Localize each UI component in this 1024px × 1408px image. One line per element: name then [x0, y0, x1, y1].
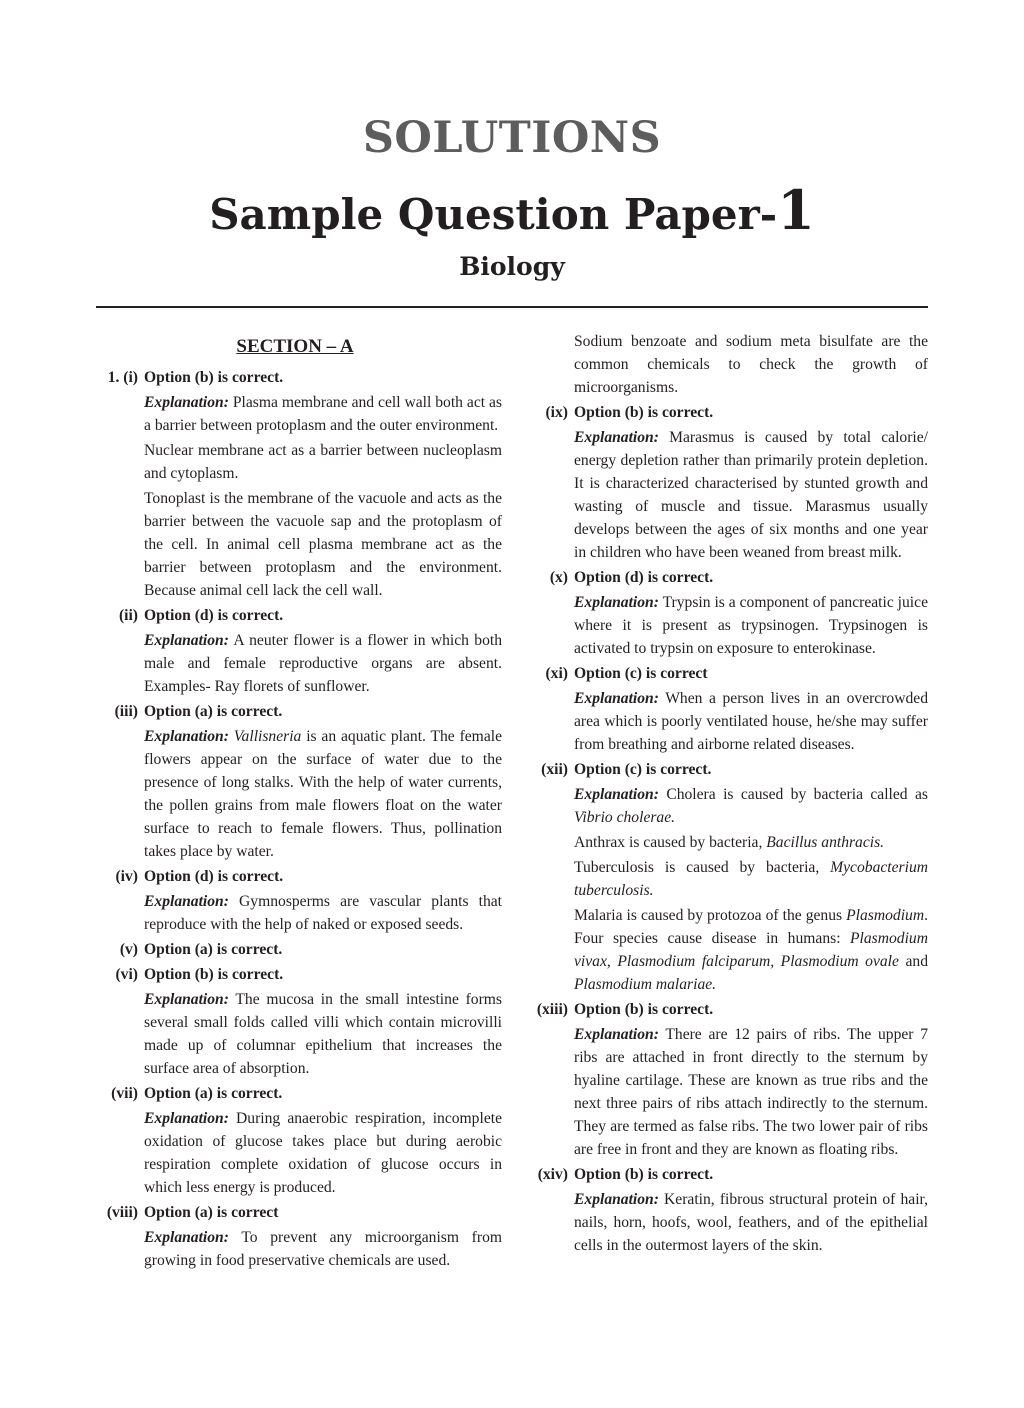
item-label: (x): [549, 569, 568, 586]
explanation-text: The mucosa in the small intestine forms several small folds called villi which contain microvilli made up of columnar epithelium that increases the surface area of absorption.: [144, 991, 502, 1077]
item-option: Option (c) is correct.: [574, 761, 712, 778]
item-label: (ix): [545, 404, 568, 421]
explanation-text: is an aquatic plant. The female flowers appear on the surface of water due to the presence of long stalks. With the help of water currents, the pollen grains from male flowers float on the water surface to reach to female flowers. Thus, pollination takes place by water.: [144, 728, 502, 860]
item-label: (viii): [106, 1204, 138, 1221]
item-label: (v): [119, 941, 138, 958]
page-header: [0, 108, 1024, 287]
item-label: 1. (i): [107, 369, 138, 386]
answer-item-vii: [88, 1082, 502, 1199]
answer-item-ii: [88, 604, 502, 698]
answer-item-xiv: [518, 1163, 928, 1257]
item-option: Option (b) is correct.: [144, 369, 284, 386]
explanation-label: Explanation:: [574, 429, 659, 446]
explanation-label: Explanation:: [574, 1026, 659, 1043]
item-explanation: [144, 1107, 502, 1199]
answer-item-v: [88, 938, 502, 961]
item-explanation: [144, 725, 502, 863]
section-title: SECTION – A: [236, 336, 354, 357]
explanation-label: Explanation:: [144, 1110, 229, 1127]
explanation-label: Explanation:: [144, 394, 229, 411]
explanation-text: To prevent any microorganism from growing in food preservative chemicals are used.: [144, 1229, 502, 1269]
item-paragraph: Sodium benzoate and sodium meta bisulfate are the common chemicals to check the growth of microorganisms.: [574, 333, 928, 396]
explanation-text: During anaerobic respiration, incomplete oxidation of glucose takes place but during aerobic respiration complete oxidation of glucose occurs in which less energy is produced.: [144, 1110, 502, 1196]
explanation-text: Trypsin is a component of pancreatic juice where it is present as trypsinogen. Trypsinogen is activated to trypsin on exposure to enterokinase.: [574, 594, 928, 657]
item-paragraph: [574, 856, 928, 902]
species-name: Plasmodium malariae.: [574, 976, 717, 993]
item-option: Option (d) is correct.: [574, 569, 714, 586]
item-option: Option (d) is correct.: [144, 868, 284, 885]
solutions-heading: SOLUTIONS: [362, 113, 662, 163]
item-option: Option (b) is correct.: [144, 966, 284, 983]
item-label: (xi): [545, 665, 568, 682]
item-option: Option (b) is correct.: [574, 1166, 714, 1183]
paragraph-text: Tuberculosis is caused by bacteria,: [574, 859, 820, 876]
paper-title: [0, 180, 1024, 245]
item-label: (xiii): [536, 1001, 568, 1018]
item-explanation: [144, 1226, 502, 1272]
item-explanation: [574, 1023, 928, 1161]
explanation-text: When a person lives in an overcrowded area which is poorly ventilated house, he/she may suffer from breathing and airborne related diseases.: [574, 690, 928, 753]
explanation-label: Explanation:: [574, 1191, 659, 1208]
explanation-text: A neuter flower is a flower in which both male and female reproductive organs are absent. Examples- Ray florets of sunflower.: [144, 632, 502, 695]
item-option: Option (a) is correct: [144, 1204, 279, 1221]
paper-number: 1: [777, 178, 815, 242]
header-divider: [96, 306, 928, 308]
explanation-label: Explanation:: [144, 632, 229, 649]
paragraph-text: . Four species cause disease in humans:: [574, 907, 928, 947]
explanation-label: Explanation:: [144, 728, 229, 745]
item-explanation: [574, 687, 928, 756]
item-label: (iv): [115, 868, 138, 885]
species-name: Vallisneria: [233, 728, 302, 745]
item-option: Option (c) is correct: [574, 665, 708, 682]
item-option: Option (b) is correct.: [574, 404, 714, 421]
answer-item-i: [88, 366, 502, 602]
answer-item-xii: [518, 758, 928, 996]
species-name: Mycobacterium tuberculosis.: [574, 859, 928, 899]
explanation-label: Explanation:: [574, 594, 659, 611]
explanation-text: There are 12 pairs of ribs. The upper 7 ribs are attached in front directly to the sternum by hyaline cartilage. These are known as true ribs and the next three pairs of ribs attach indirectly to the sternum. They are termed as false ribs. The two lower pair of ribs are free in front and they are known as floating ribs.: [574, 1026, 929, 1158]
answer-item-iii: [88, 700, 502, 863]
answer-item-xi: [518, 662, 928, 756]
item-option: Option (a) is correct.: [144, 1085, 283, 1102]
genus-name: Plasmodium: [846, 907, 925, 924]
item-label: (iii): [114, 703, 138, 720]
item-explanation: [574, 426, 928, 564]
item-paragraph: [574, 904, 928, 996]
answer-item-iv: [88, 865, 502, 936]
paper-title-text: Sample Question Paper-: [209, 190, 778, 239]
paragraph-text: Malaria is caused by protozoa of the genus: [574, 907, 843, 924]
explanation-text: Keratin, fibrous structural protein of hair, nails, horn, hoofs, wool, feathers, and of the epithelial cells in the outermost layers of the skin.: [574, 1191, 929, 1254]
item-explanation: [144, 988, 502, 1080]
item-option: Option (a) is correct.: [144, 941, 283, 958]
item-paragraph: [574, 831, 928, 854]
explanation-text: Gymnosperms are vascular plants that reproduce with the help of naked or exposed seeds.: [144, 893, 503, 933]
item-explanation: [144, 890, 502, 936]
item-label: (xii): [541, 761, 568, 778]
item-explanation: [574, 1188, 928, 1257]
item-explanation: [574, 783, 928, 829]
explanation-label: Explanation:: [144, 991, 229, 1008]
explanation-label: Explanation:: [574, 786, 659, 803]
item-label: (vi): [115, 966, 138, 983]
answer-item-vi: [88, 963, 502, 1080]
subject-heading: Biology: [459, 252, 565, 281]
explanation-label: Explanation:: [144, 1229, 229, 1246]
explanation-label: Explanation:: [574, 690, 659, 707]
explanation-text: Plasma membrane and cell wall both act as a barrier between protoplasm and the outer environment.: [144, 394, 502, 434]
item-paragraph: Nuclear membrane act as a barrier between nucleoplasm and cytoplasm.: [144, 442, 502, 482]
item-paragraph: Tonoplast is the membrane of the vacuole and acts as the barrier between the vacuole sap and the protoplasm of the cell. In animal cell plasma membrane act as the barrier between protoplasm and the environment. Because animal cell lack the cell wall.: [144, 490, 502, 599]
answer-item-xiii: [518, 998, 928, 1161]
explanation-text: Cholera is caused by bacteria called as: [666, 786, 928, 803]
answer-item-viii-continued: [518, 330, 928, 399]
explanation-label: Explanation:: [144, 893, 229, 910]
answer-item-ix: [518, 401, 928, 564]
right-column: [518, 330, 928, 1259]
answer-item-x: [518, 566, 928, 660]
left-column: [88, 330, 502, 1274]
species-name: Bacillus anthracis.: [766, 834, 885, 851]
species-name: Vibrio cholerae.: [574, 809, 676, 826]
explanation-text: Marasmus is caused by total calorie/ energy depletion rather than primarily protein depletion. It is characterized characterised by stunted growth and wasting of muscle and tissue. Marasmus usually develops between the ages of six months and one year in children who have been weaned from breast milk.: [574, 429, 928, 561]
paragraph-text: and: [905, 953, 928, 970]
item-option: Option (d) is correct.: [144, 607, 284, 624]
species-list: Plasmodium vivax, Plasmodium falciparum, Plasmodium ovale: [574, 930, 928, 970]
answer-item-viii: [88, 1201, 502, 1272]
item-label: (vii): [111, 1085, 138, 1102]
item-explanation: [574, 591, 928, 660]
item-option: Option (a) is correct.: [144, 703, 283, 720]
item-label: (xiv): [537, 1166, 568, 1183]
item-explanation: [144, 629, 502, 698]
item-label: (ii): [118, 607, 138, 624]
item-option: Option (b) is correct.: [574, 1001, 714, 1018]
paragraph-text: Anthrax is caused by bacteria,: [574, 834, 763, 851]
item-explanation: [144, 391, 502, 437]
